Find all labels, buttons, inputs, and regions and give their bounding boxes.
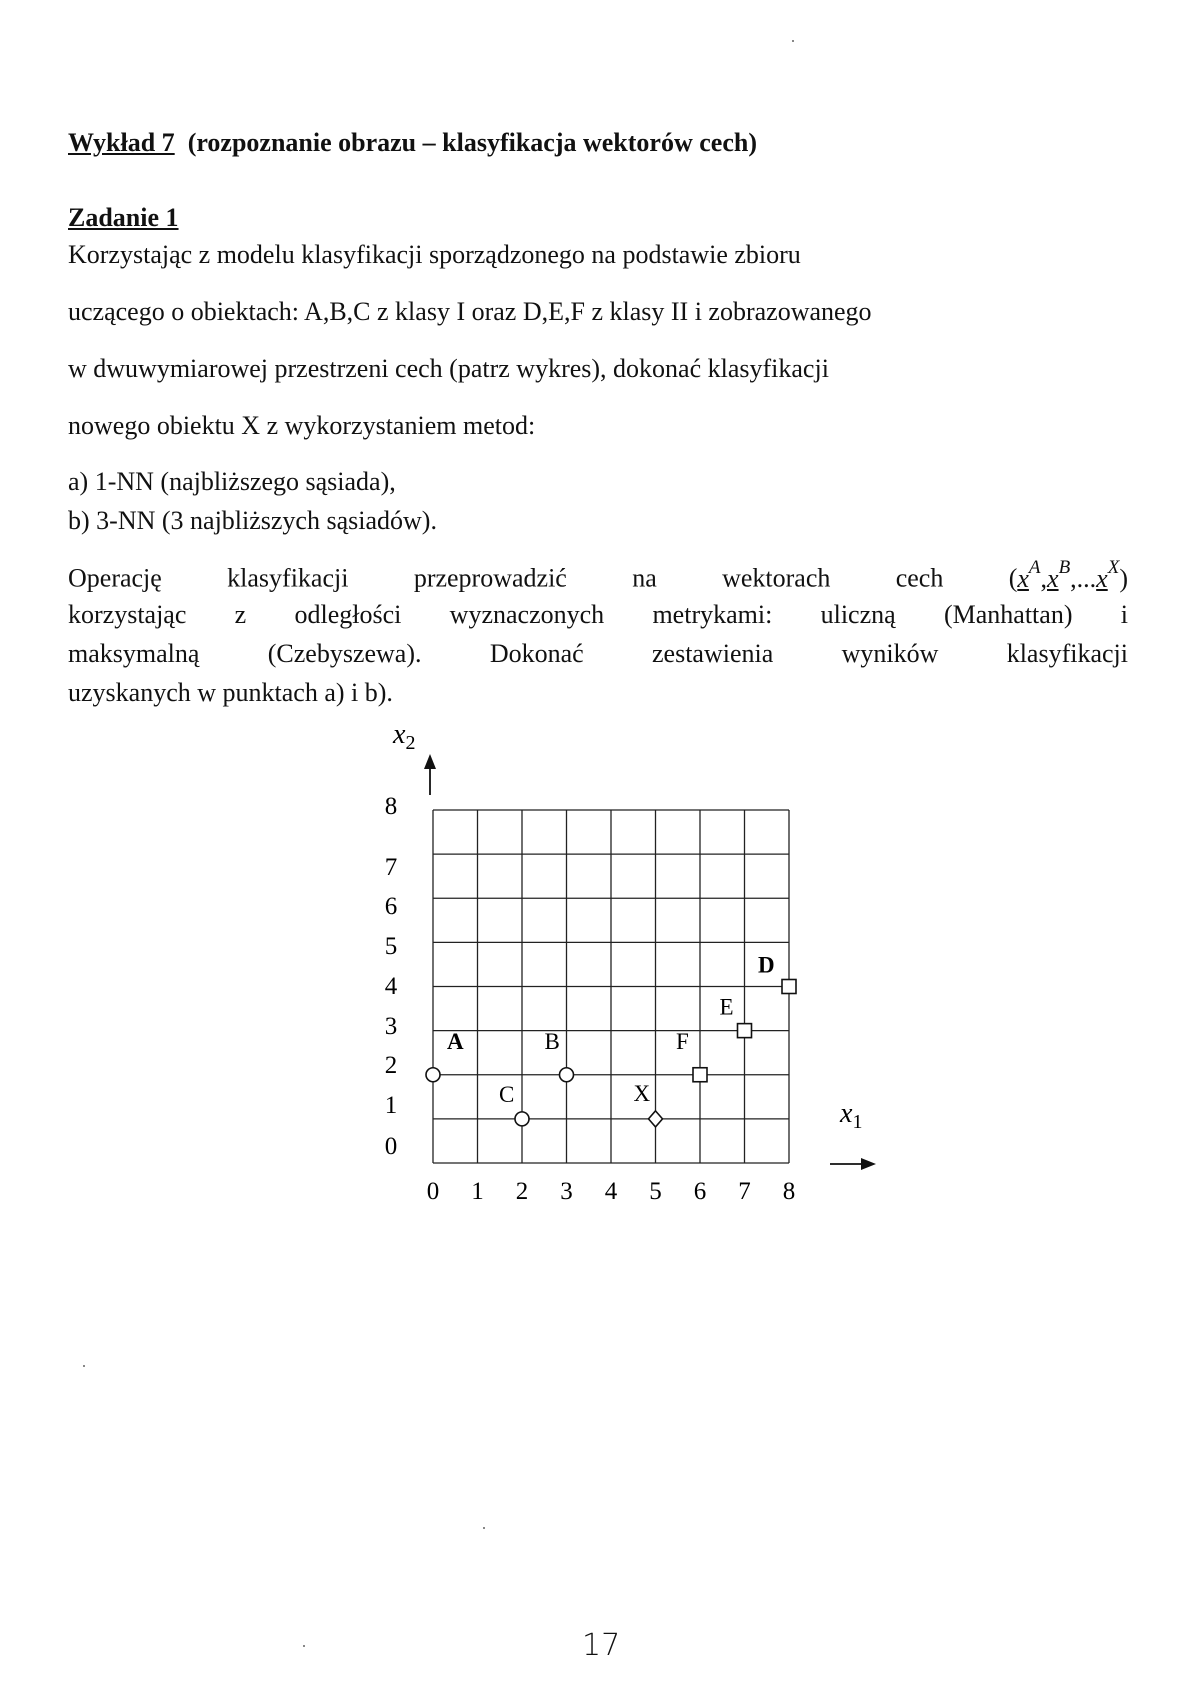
y-tick-label: 7	[384, 854, 398, 881]
point-label-a: A	[447, 1028, 464, 1054]
point-label-d: D	[758, 952, 775, 978]
x-tick-label: 8	[782, 1178, 796, 1205]
vector-notation: $x^A,x^B,...x^X$)	[1017, 557, 1128, 593]
chart-points	[426, 953, 796, 1127]
chart-grid	[433, 810, 789, 1163]
point-marker-e	[738, 1024, 752, 1038]
lecture-label: Wykład 7	[68, 128, 175, 157]
point-marker-c	[515, 1112, 529, 1126]
task-title: Zadanie 1	[68, 203, 179, 232]
operation-line-4: uzyskanych w punktach a) i b).	[68, 678, 393, 707]
task-line-4: nowego obiektu X z wykorzystaniem metod:	[68, 411, 536, 440]
point-marker-d	[782, 980, 796, 994]
point-marker-a	[426, 1068, 440, 1082]
scan-speck	[483, 1527, 485, 1529]
list-item-b: b) 3-NN (3 najbliższych sąsiadów).	[68, 506, 437, 535]
y-tick-label: 4	[384, 973, 398, 1000]
y-tick-label: 1	[384, 1092, 398, 1119]
x-tick-label: 6	[693, 1178, 707, 1205]
x-tick-label: 4	[604, 1178, 618, 1205]
chart-axes	[392, 719, 876, 1170]
point-marker-x	[649, 1111, 663, 1127]
operation-line-1	[68, 557, 1128, 594]
y-axis-label: $x_2$	[393, 719, 416, 754]
point-marker-b	[560, 1068, 574, 1082]
x-tick-label: 1	[471, 1178, 484, 1205]
task-line-3: w dwuwymiarowej przestrzeni cech (patrz wykres), dokonać klasyfikacji	[68, 354, 829, 383]
x-tick-label: 5	[649, 1178, 662, 1205]
operation-line-2: korzystając z odległości wyznaczonych metrykami: uliczną (Manhattan) i	[68, 600, 1128, 629]
task-line-1: Korzystając z modelu klasyfikacji sporządzonego na podstawie zbioru	[68, 240, 801, 269]
operation-line-start: Operację klasyfikacji przeprowadzić na wektorach cech (	[68, 563, 1018, 593]
scan-speck	[792, 40, 794, 42]
point-label-f: F	[676, 1028, 689, 1054]
page-number: 17	[582, 1628, 621, 1663]
y-tick-label: 5	[384, 933, 398, 960]
y-tick-label: 8	[384, 793, 398, 820]
x-axis-arrow-head	[861, 1158, 876, 1170]
point-marker-f	[693, 1068, 707, 1082]
y-tick-label: 6	[384, 893, 398, 920]
scan-speck	[303, 1645, 305, 1647]
point-label-c: C	[499, 1081, 515, 1107]
lecture-heading	[68, 128, 757, 158]
y-tick-label: 0	[384, 1133, 398, 1160]
lecture-topic: (rozpoznanie obrazu – klasyfikacja wektorów cech)	[187, 128, 757, 157]
x-tick-label: 2	[515, 1178, 529, 1205]
x-tick-label: 0	[426, 1178, 440, 1205]
task-line-2: uczącego o obiektach: A,B,C z klasy I oraz D,E,F z klasy II i zobrazowanego	[68, 297, 872, 326]
x-tick-label: 3	[560, 1178, 573, 1205]
point-label-e: E	[719, 994, 734, 1020]
y-tick-label: 2	[384, 1052, 398, 1079]
scan-speck	[83, 1365, 85, 1367]
point-label-b: B	[544, 1028, 560, 1054]
chart-ticks	[385, 793, 796, 1205]
point-label-x: X	[633, 1080, 651, 1106]
list-item-a: a) 1-NN (najbliższego sąsiada),	[68, 467, 396, 496]
y-axis-arrow-head	[424, 754, 436, 769]
x-tick-label: 7	[738, 1178, 751, 1205]
y-tick-label: 3	[384, 1013, 398, 1040]
operation-line-3: maksymalną (Czebyszewa). Dokonać zestawienia wyników klasyfikacji	[68, 639, 1128, 668]
x-axis-label: $x_1$	[840, 1098, 863, 1133]
